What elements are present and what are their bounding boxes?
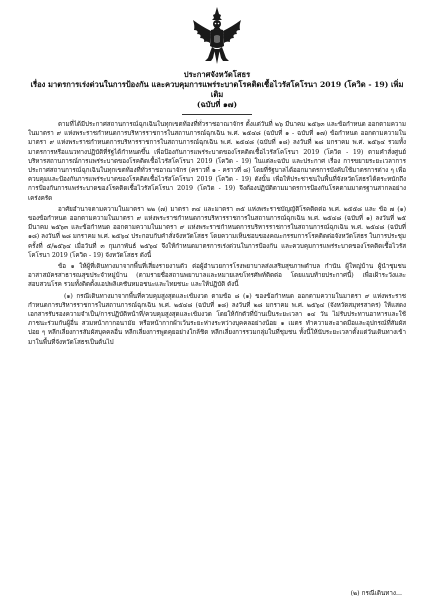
document-title: ประกาศจังหวัดโสธร	[183, 70, 251, 79]
paragraph-clause-1: ข้อ ๑ ให้ผู้ที่เดินทางมาจากพื้นที่เสี่ยงรายงานตัว ต่อผู้อำนวยการโรงพยาบาลส่งเสริมสุขภาพตำบล กำนัน ผู้ใหญ่บ้าน ผู้นำชุมชน อาสาสมัครสาธารณสุขประจำหมู่บ้าน (ตามรายชื่อสถานพยาบาลและหมายเลขโทรศัพท์ติดต่อ โดยแนบท้ายประกาศนี้) เพื่อเฝ้าระวังและสอบสวนโรค รวมทั้งติดตั้งแอปพลิเคชันหมอชนะและไทยชนะ และให้ปฏิบัติ ดังนี้	[28, 263, 406, 289]
page-continuation: (๒) กรณีเดินทาง...	[350, 590, 402, 597]
document-subject: เรื่อง มาตรการเร่งด่วนในการป้องกัน และควบคุมการแพร่ระบาดโรคติดเชื้อไวรัสโคโรนา 2019 (โควิด - 19) เพิ่มเติม	[30, 80, 404, 99]
document-edition: (ฉบับที่ ๑๗)	[196, 100, 238, 109]
garuda-emblem-icon	[191, 6, 243, 68]
paragraph-authority: อาศัยอำนาจตามความในมาตรา ๒๒ (๗) มาตรา ๓๔ และมาตรา ๓๕ แห่งพระราชบัญญัติโรคติดต่อ พ.ศ. ๒๕๕๘ และ ข้อ ๗ (๑) ของข้อกำหนด ออกตามความในมาตรา ๙ แห่งพระราชกำหนดการบริหารราชการในสถานการณ์ฉุกเฉิน พ.ศ. ๒๕๔๘ (ฉบับที่ ๑) ลงวันที่ ๒๕ มีนาคม ๒๕๖๓ และข้อกำหนด ออกตามความในมาตรา ๙ แห่งพระราชกำหนดการบริหารราชการในสถานการณ์ฉุกเฉิน พ.ศ. ๒๕๔๘ (ฉบับที่ ๑๘) ลงวันที่ ๒๘ มกราคม พ.ศ. ๒๕๖๔ ประกอบกับคำสั่งจังหวัดโสธร โดยความเห็นชอบของคณะกรรมการโรคติดต่อจังหวัดโสธร ในการประชุมครั้งที่ ๕/๒๕๖๔ เมื่อวันที่ ๓ กุมภาพันธ์ ๒๕๖๔ จึงให้กำหนดมาตรการเร่งด่วนในการป้องกัน และควบคุมการแพร่ระบาดของโรคติดเชื้อไวรัสโคโรนา 2019 (โควิด - 19) จังหวัดโสธร ดังนี้	[28, 205, 406, 259]
title-divider	[182, 114, 252, 115]
paragraph-clause-1-item-1: (๑) กรณีเดินทางมาจากพื้นที่ควบคุมสูงสุดและเข้มงวด ตามข้อ ๘ (๑) ของข้อกำหนด ออกตามความในมาตรา ๙ แห่งพระราชกำหนดการบริหารราชการในสถานการณ์ฉุกเฉิน พ.ศ. ๒๕๔๘ (ฉบับที่ ๑๘) ลงวันที่ ๒๘ มกราคม พ.ศ. ๒๕๖๔ (จังหวัดสมุทรสาคร) ให้แสดงเอกสารรับรองความจำเป็น/การปฏิบัติหน้าที่/ควบคุมสูงสุดและเข้มงวด โดยให้กักตัวที่บ้านเป็นระยะเวลา ๑๔ วัน ไม่รับประทานอาหารและใช้ภาชนะร่วมกันผู้อื่น สวมหน้ากากอนามัย หรือหน้ากากผ้าเว้นระยะห่างระหว่างบุคคลอย่างน้อย ๑ เมตร ทำความสะอาดมือและอุปกรณ์ที่สัมผัสบ่อย ๆ หลีกเลี่ยงการสัมผัสบุคคลอื่น หลีกเลี่ยงการพูดคุยอย่างใกล้ชิด หลีกเลี่ยงการรวมกลุ่มในที่ชุมชน ทั้งนี้ให้นับระยะเวลาตั้งแต่วันเดินทางเข้ามาในพื้นที่จังหวัดโสธรเป็นต้นไป	[28, 292, 406, 346]
paragraph-background: ตามที่ได้มีประกาศสถานการณ์ฉุกเฉินในทุกเขตท้องที่ทั่วราชอาณาจักร ตั้งแต่วันที่ ๒๖ มีนาคม ๒๕๖๓ และข้อกำหนด ออกตามความในมาตรา ๙ แห่งพระราชกำหนดการบริหารราชการในสถานการณ์ฉุกเฉิน พ.ศ. ๒๕๔๘ (ฉบับที่ ๑ - ฉบับที่ ๑๗) ข้อกำหนด ออกตามความในมาตรา ๙ แห่งพระราชกำหนดการบริหารราชการในสถานการณ์ฉุกเฉิน พ.ศ. ๒๕๔๘ (ฉบับที่ ๑๘) ลงวันที่ ๒๘ มกราคม พ.ศ. ๒๕๖๔ รวมทั้งมาตรการหรือแนวทางปฏิบัติที่รัฐได้กำหนดขึ้น เพื่อป้องกันการแพร่ระบาดของโรคติดเชื้อไวรัสโคโรนา 2019 (โควิด - 19) ตามคำสั่งศูนย์บริหารสถานการณ์การแพร่ระบาดของโรคติดเชื้อไวรัสโคโรนา 2019 (โควิด - 19) ในแต่ละฉบับ และประกาศ เรื่อง การขยายระยะเวลาการประกาศสถานการณ์ฉุกเฉินในทุกเขตท้องที่ทั่วราชอาณาจักร (คราวที่ ๑ - คราวที่ ๘) โดยที่รัฐบาลได้ออกมาตรการบังคับใช้มาตรการต่าง ๆ เพื่อควบคุมและป้องกันการแพร่ระบาดของโรคติดเชื้อไวรัสโคโรนา 2019 (โควิด - 19) ดังนั้น เพื่อให้ประชาชนในพื้นที่จังหวัดโสธรได้ตระหนักถึงการป้องกันการแพร่ระบาดของโรคติดเชื้อไวรัสโคโรนา 2019 (โควิด - 19) จึงต้องปฏิบัติตามมาตรการป้องกันโรคตามมาตรฐานสากลอย่างเคร่งครัด	[28, 121, 406, 202]
